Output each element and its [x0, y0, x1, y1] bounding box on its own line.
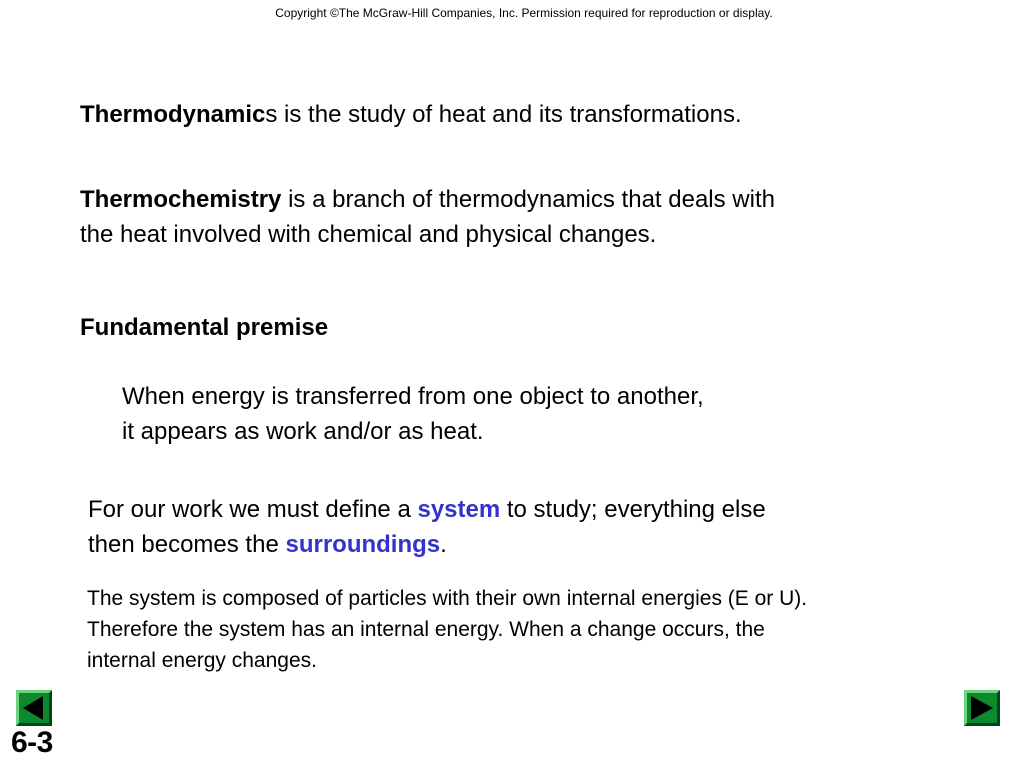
term-thermodynamics: Thermodynamic — [80, 101, 266, 128]
slide-number: 6-3 — [11, 726, 53, 759]
triangle-left-icon — [19, 693, 49, 723]
system-surroundings-paragraph — [88, 492, 766, 562]
system-line-1 — [88, 492, 766, 527]
system-line-2-post: . — [440, 531, 447, 558]
thermochemistry-line-2: the heat involved with chemical and physical changes. — [80, 221, 657, 248]
fundamental-premise-heading: Fundamental premise — [80, 314, 329, 341]
thermochemistry-line-1 — [80, 182, 775, 217]
copyright-notice: Copyright ©The McGraw-Hill Companies, Inc. Permission required for reproduction or display. — [275, 6, 773, 20]
term-system: system — [417, 496, 501, 523]
system-line-2 — [88, 527, 766, 562]
premise-line-2: it appears as work and/or as heat. — [122, 418, 484, 445]
system-line-1-post: to study; everything else — [500, 496, 766, 523]
internal-energy-paragraph — [87, 583, 807, 676]
internal-energy-line-3: internal energy changes. — [87, 649, 317, 672]
system-line-2-pre: then becomes the — [88, 531, 286, 558]
premise-line-1: When energy is transferred from one object to another, — [122, 383, 704, 410]
previous-slide-button[interactable] — [16, 690, 52, 726]
triangle-right-icon — [967, 693, 997, 723]
internal-energy-line-1: The system is composed of particles with their own internal energies (E or U). — [87, 587, 808, 610]
thermodynamics-definition — [80, 97, 742, 132]
term-surroundings: surroundings — [285, 531, 441, 558]
thermodynamics-definition-text: s is the study of heat and its transformations. — [265, 101, 742, 128]
term-thermochemistry: Thermochemistry — [80, 186, 282, 213]
internal-energy-line-2: Therefore the system has an internal energy. When a change occurs, the — [87, 618, 765, 641]
next-slide-button[interactable] — [964, 690, 1000, 726]
thermochemistry-definition — [80, 182, 775, 252]
thermochemistry-line-1-text: is a branch of thermodynamics that deals with — [281, 186, 775, 213]
fundamental-premise-text — [122, 379, 704, 449]
system-line-1-pre: For our work we must define a — [88, 496, 418, 523]
